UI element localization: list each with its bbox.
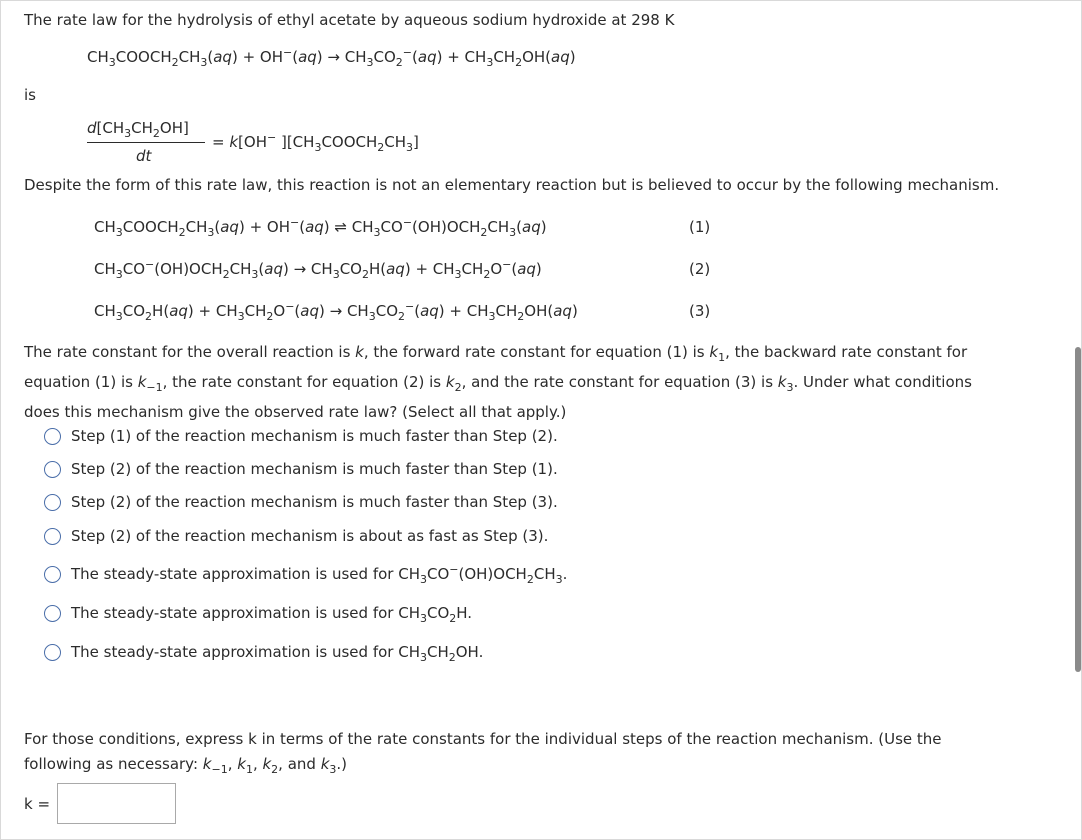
step-label-1: (1) (689, 218, 711, 236)
is-text: is (24, 86, 36, 104)
answer-label: k = (24, 795, 51, 813)
ssa-prefix: The steady-state approximation is used for (71, 604, 394, 622)
choice-3[interactable] (44, 491, 558, 513)
rate-denominator: dt (136, 147, 152, 165)
mechanism-step-3: $CH_3CO_2H(aq) + CH_3CH_2O^-(aq) \to CH_3CO_2^-(aq) + CH_3CH_2OH(aq)$ (94, 300, 578, 323)
ssa-prefix: The steady-state approximation is used for (71, 643, 394, 661)
choice-5-label: The steady-state approximation is used for $CH_3CO^-(OH)OCH_2CH_3$. (71, 563, 568, 586)
express-line-1: For those conditions, express k in terms of the rate constants for the individual steps of the reaction mechanism. (Use the (24, 730, 942, 748)
checkbox-choice-5[interactable] (44, 566, 61, 583)
rate-numerator: $d[CH_3CH_2OH]$ (87, 119, 189, 140)
question-line-1: The rate constant for the overall reaction is k, the forward rate constant for equation (1) is $k_1$, the backward rate constant for (24, 343, 968, 364)
intro-text: The rate law for the hydrolysis of ethyl acetate by aqueous sodium hydroxide at 298 K (24, 11, 675, 29)
choice-2-label: Step (2) of the reaction mechanism is much faster than Step (1). (71, 460, 558, 478)
express-line-2: following as necessary: $k_{-1}$, $k_1$, $k_2$, and $k_3$.) (24, 755, 348, 776)
fraction-bar (87, 142, 205, 143)
step-label-2: (2) (689, 260, 711, 278)
rate-law-expression: = k[OH− ]$[CH_3COOCH_2CH_3]$ (212, 131, 419, 154)
choice-4-label: Step (2) of the reaction mechanism is about as fast as Step (3). (71, 527, 549, 545)
checkbox-choice-3[interactable] (44, 494, 61, 511)
choice-3-label: Step (2) of the reaction mechanism is much faster than Step (3). (71, 493, 558, 511)
checkbox-choice-6[interactable] (44, 605, 61, 622)
checkbox-choice-2[interactable] (44, 461, 61, 478)
choice-5[interactable] (44, 563, 567, 585)
choice-7[interactable] (44, 641, 483, 663)
mechanism-intro: Despite the form of this rate law, this reaction is not an elementary reaction but is believed to occur by the following mechanism. (24, 176, 1000, 194)
scrollbar[interactable] (1075, 347, 1081, 672)
checkbox-choice-1[interactable] (44, 428, 61, 445)
step-label-3: (3) (689, 302, 711, 320)
equilibrium-arrow-icon: ⇌ (334, 218, 347, 236)
overall-equation: $CH_3COOCH_2CH_3(aq) + OH^-(aq) \to CH_3CO_2^-(aq) + CH_3CH_2OH(aq)$ (87, 46, 576, 69)
choice-7-label: The steady-state approximation is used for $CH_3CH_2OH$. (71, 643, 484, 664)
ssa-prefix: The steady-state approximation is used for (71, 565, 394, 583)
choice-1[interactable] (44, 425, 558, 447)
answer-input[interactable] (57, 783, 176, 824)
mechanism-step-2: $CH_3CO^-(OH)OCH_2CH_3(aq) \to CH_3CO_2H(aq) + CH_3CH_2O^-(aq)$ (94, 258, 542, 281)
choice-2[interactable] (44, 458, 558, 480)
question-line-3: does this mechanism give the observed rate law? (Select all that apply.) (24, 403, 567, 421)
checkbox-choice-7[interactable] (44, 644, 61, 661)
mechanism-step-1: $CH_3COOCH_2CH_3(aq) + OH^-(aq)$ ⇌ $CH_3CO^-(OH)OCH_2CH_3(aq)$ (94, 216, 547, 239)
checkbox-choice-4[interactable] (44, 528, 61, 545)
choice-6[interactable] (44, 602, 472, 624)
choice-4[interactable] (44, 525, 548, 547)
choice-1-label: Step (1) of the reaction mechanism is much faster than Step (2). (71, 427, 558, 445)
question-line-2: equation (1) is $k_{-1}$, the rate constant for equation (2) is $k_2$, and the rate constant for equation (3) is $k_3$. Under what conditions (24, 373, 972, 394)
choice-6-label: The steady-state approximation is used for $CH_3CO_2H$. (71, 604, 473, 625)
